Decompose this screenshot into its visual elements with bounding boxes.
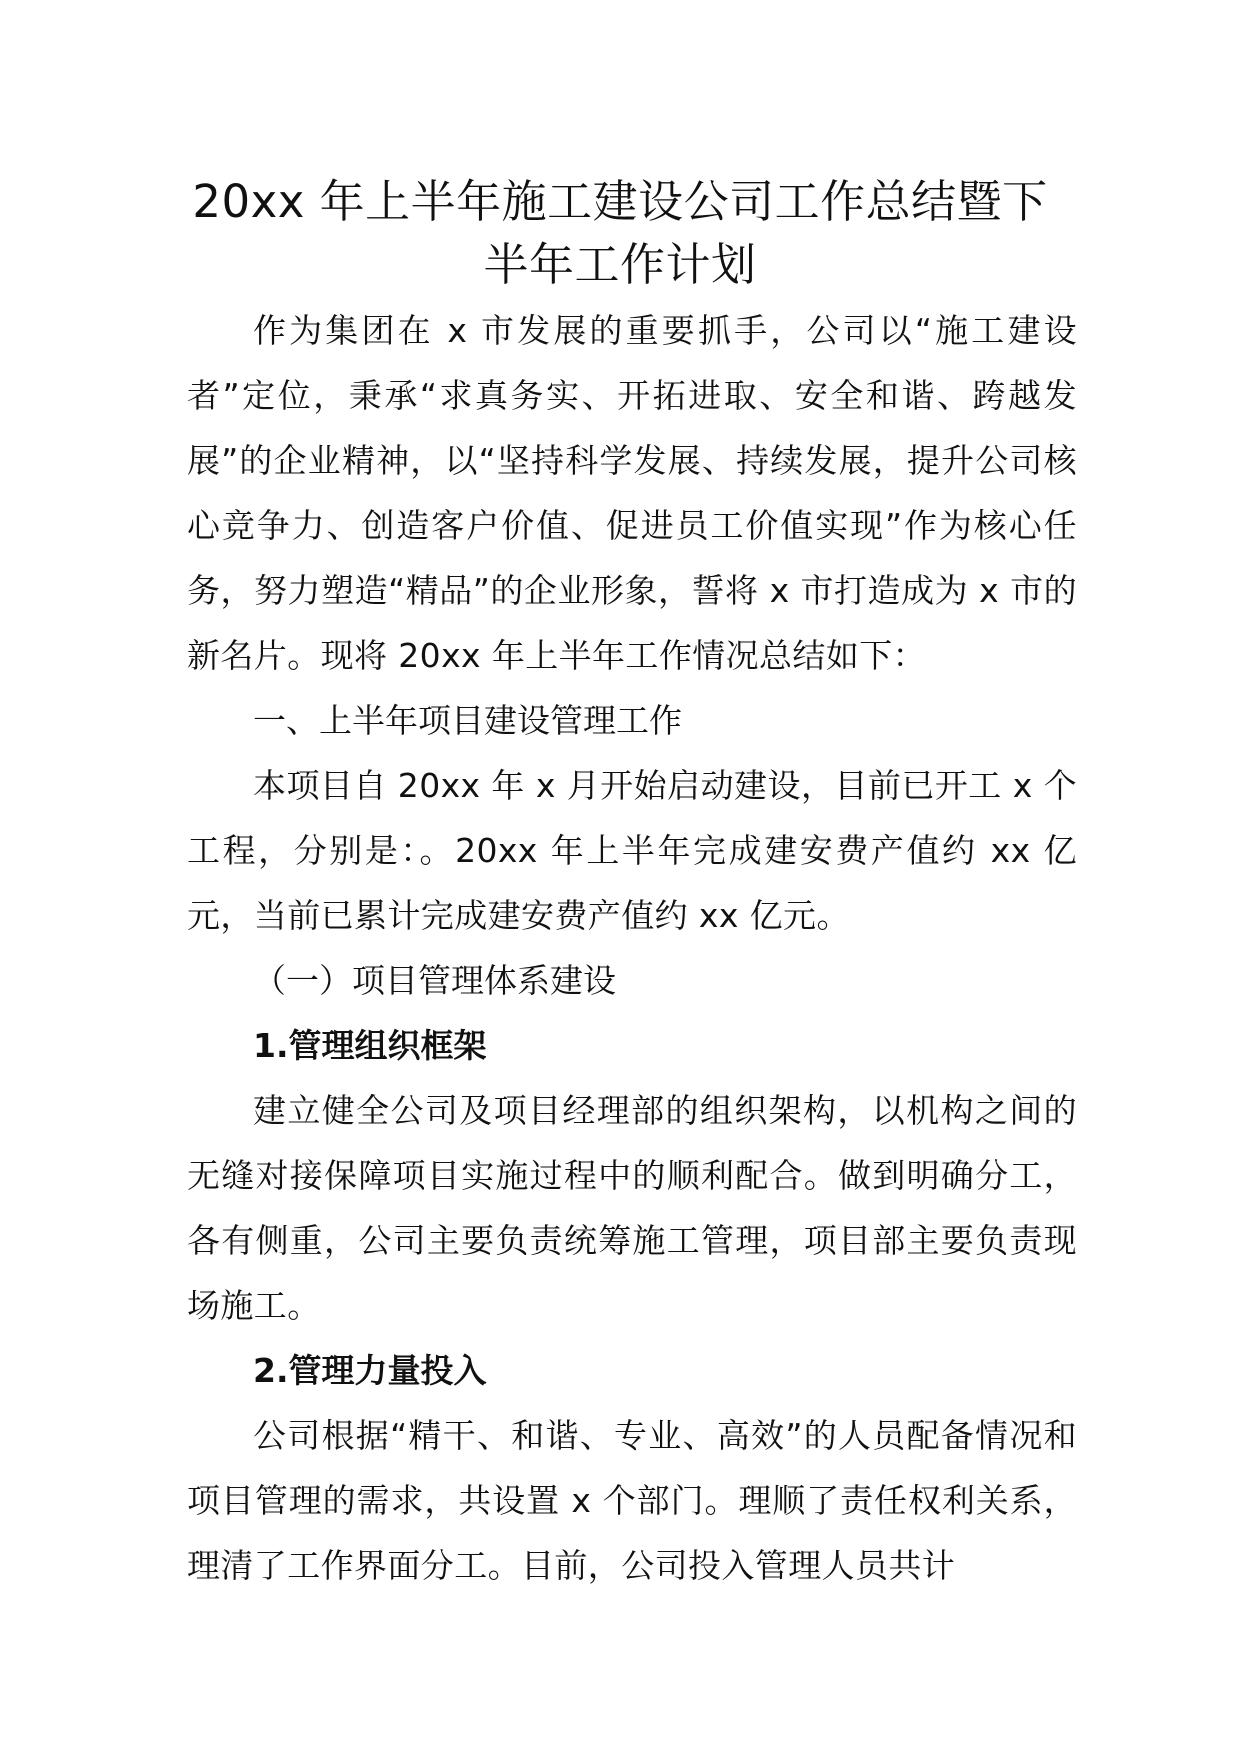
item-2-paragraph: 公司根据“精干、和谐、专业、高效”的人员配备情况和项目管理的需求，共设置 x 个部门。理顺了责任权利关系，理清了工作界面分工。目前，公司投入管理人员共计 — [187, 1416, 1077, 1585]
title-line-1: 20xx 年上半年施工建设公司工作总结暨下 — [192, 175, 1048, 228]
item-heading-2: 2.管理力量投入 — [253, 1351, 487, 1390]
section-1-paragraph: 本项目自 20xx 年 x 月开始启动建设，目前已开工 x 个工程，分别是：。20xx 年上半年完成建安费产值约 xx 亿元，当前已累计完成建安费产值约 xx 亿元。 — [187, 766, 1077, 935]
title-line-2: 半年工作计划 — [483, 238, 757, 291]
item-heading-1: 1.管理组织框架 — [253, 1026, 487, 1065]
section-heading-1: 一、上半年项目建设管理工作 — [253, 701, 682, 740]
subsection-heading-1: （一）项目管理体系建设 — [253, 961, 616, 1000]
item-1-paragraph: 建立健全公司及项目经理部的组织架构，以机构之间的无缝对接保障项目实施过程中的顺利配合。做到明确分工，各有侧重，公司主要负责统筹施工管理，项目部主要负责现场施工。 — [187, 1091, 1077, 1325]
intro-paragraph: 作为集团在 x 市发展的重要抓手，公司以“施工建设者”定位，秉承“求真务实、开拓进取、安全和谐、跨越发展”的企业精神，以“坚持科学发展、持续发展，提升公司核心竞争力、创造客户价值、促进员工价值实现”作为核心任务，努力塑造“精品”的企业形象，誓将 x 市打造成为 x 市的新名片。现将 20xx 年上半年工作情况总结如下： — [187, 311, 1077, 675]
document-body — [187, 298, 1077, 1598]
document-title — [160, 170, 1080, 296]
